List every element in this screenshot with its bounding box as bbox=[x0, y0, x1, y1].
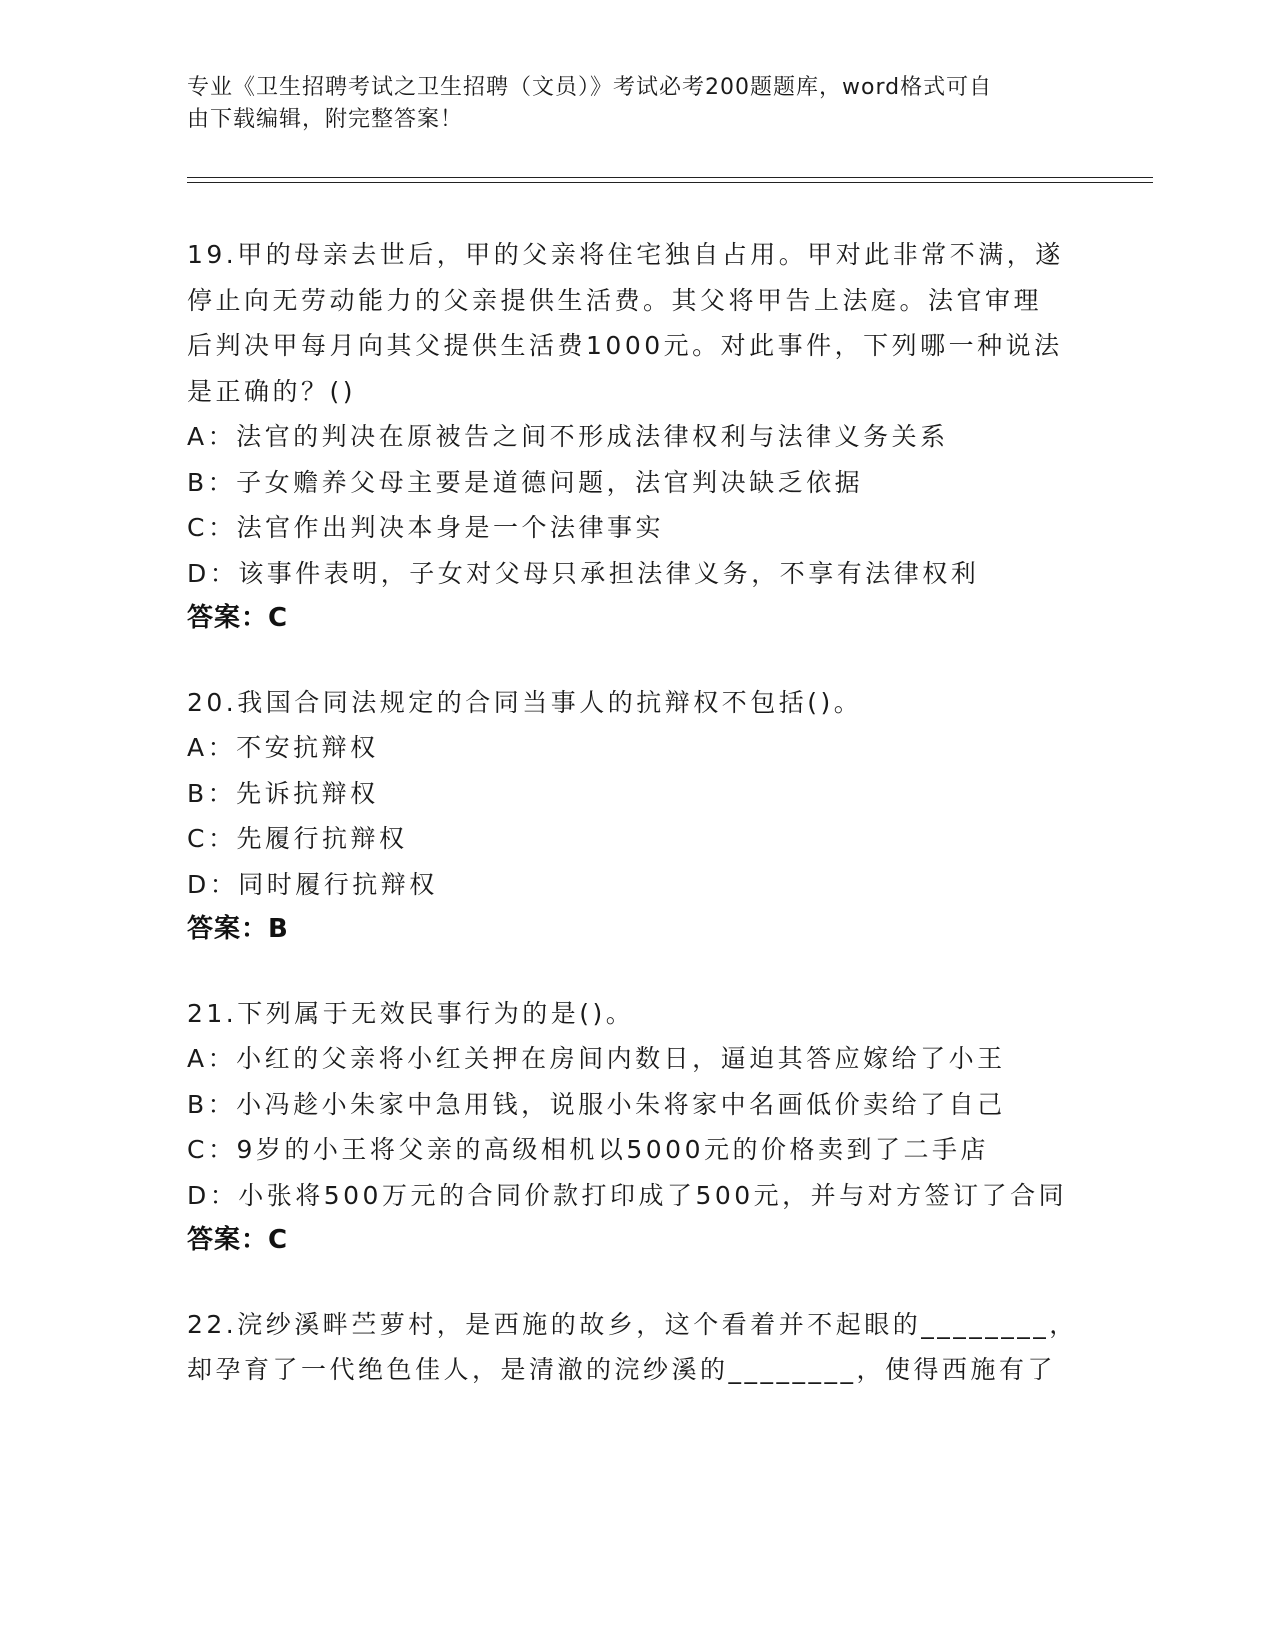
question-stem-line: 却孕育了一代绝色佳人，是清澈的浣纱溪的________，使得西施有了 bbox=[187, 1355, 1057, 1384]
option-b: B：小冯趁小朱家中急用钱，说服小朱将家中名画低价卖给了自己 bbox=[187, 1089, 1006, 1119]
option-b: B：先诉抗辩权 bbox=[187, 778, 379, 808]
option-d: D：该事件表明，子女对父母只承担法律义务，不享有法律权利 bbox=[187, 558, 980, 588]
option-a: A：不安抗辩权 bbox=[187, 733, 379, 762]
question-20 bbox=[187, 680, 1087, 953]
option-a: A：法官的判决在原被告之间不形成法律权利与法律义务关系 bbox=[187, 422, 949, 451]
document-header bbox=[187, 72, 1067, 136]
option-c: C：先履行抗辩权 bbox=[187, 824, 408, 853]
question-stem-line: 是正确的？() bbox=[187, 376, 357, 406]
question-19 bbox=[187, 232, 1087, 642]
option-a: A：小红的父亲将小红关押在房间内数日，逼迫其答应嫁给了小王 bbox=[187, 1044, 1006, 1073]
question-stem-line: 19.甲的母亲去世后，甲的父亲将住宅独自占用。甲对此非常不满，遂 bbox=[187, 240, 1064, 269]
question-stem-line: 停止向无劳动能力的父亲提供生活费。其父将甲告上法庭。法官审理 bbox=[187, 285, 1043, 315]
question-stem-line: 20.我国合同法规定的合同当事人的抗辩权不包括()。 bbox=[187, 687, 863, 717]
question-stem-line: 22.浣纱溪畔苎萝村，是西施的故乡，这个看着并不起眼的________， bbox=[187, 1309, 1078, 1339]
question-22 bbox=[187, 1302, 1087, 1393]
answer-label: 答案：C bbox=[187, 603, 289, 633]
header-divider bbox=[187, 182, 1153, 183]
question-21 bbox=[187, 991, 1087, 1264]
header-line: 由下载编辑，附完整答案！ bbox=[187, 107, 464, 132]
option-d: D：同时履行抗辩权 bbox=[187, 869, 438, 899]
answer-label: 答案：B bbox=[187, 914, 289, 944]
question-stem-line: 后判决甲每月向其父提供生活费1000元。对此事件，下列哪一种说法 bbox=[187, 331, 1063, 360]
answer-label: 答案：C bbox=[187, 1225, 289, 1255]
option-d: D：小张将500万元的合同价款打印成了500元，并与对方签订了合同 bbox=[187, 1180, 1068, 1210]
question-stem-line: 21.下列属于无效民事行为的是()。 bbox=[187, 998, 635, 1028]
question-list bbox=[187, 232, 1087, 1431]
option-c: C：9岁的小王将父亲的高级相机以5000元的价格卖到了二手店 bbox=[187, 1135, 989, 1164]
option-c: C：法官作出判决本身是一个法律事实 bbox=[187, 513, 664, 542]
header-line: 专业《卫生招聘考试之卫生招聘（文员）》考试必考200题题库，word格式可自 bbox=[187, 75, 993, 100]
option-b: B：子女赡养父母主要是道德问题，法官判决缺乏依据 bbox=[187, 467, 864, 497]
header-divider bbox=[187, 177, 1153, 178]
